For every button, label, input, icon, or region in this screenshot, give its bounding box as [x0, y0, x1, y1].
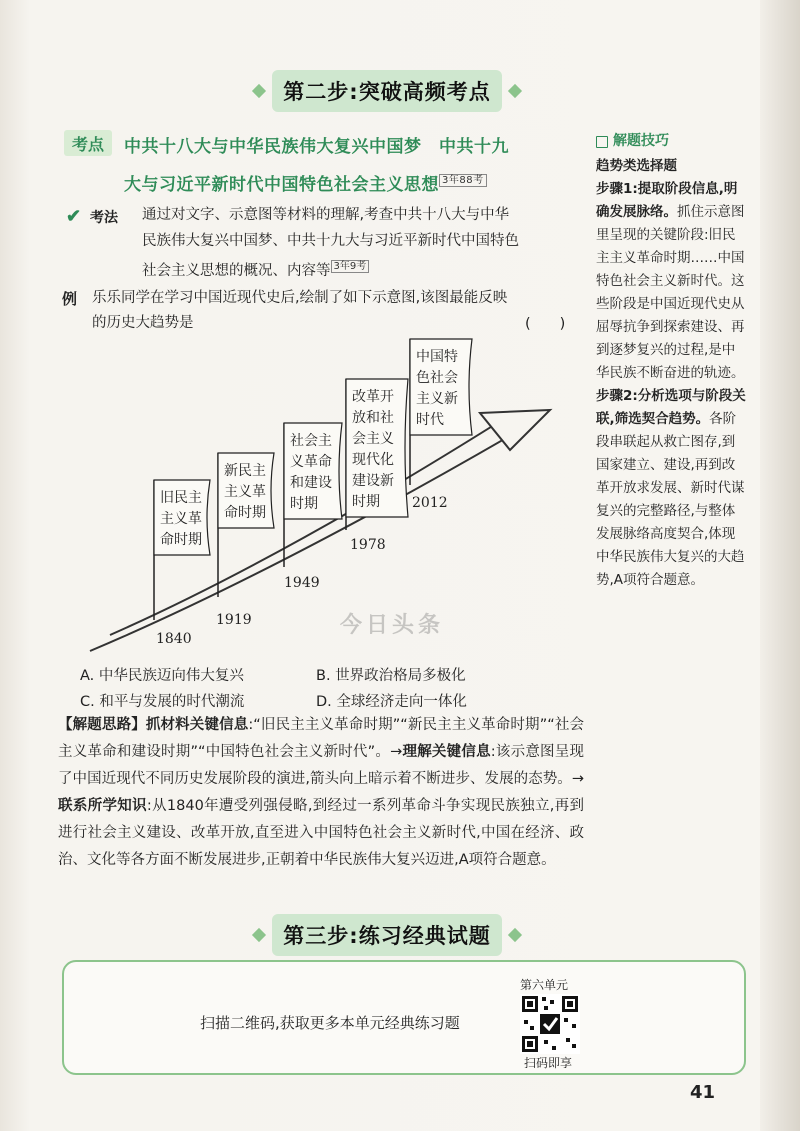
- qr-description: 扫描二维码,获取更多本单元经典练习题: [200, 1014, 460, 1032]
- stage-flag-text: 主义革: [160, 511, 202, 527]
- analysis-text2: :该示意图呈现了中国近现代不同历史发展阶段的演进,箭头向上暗示着不断进步、发展的态势。→: [58, 744, 585, 787]
- qr-code-icon[interactable]: [520, 994, 580, 1054]
- stage-flag-text: 建设新: [352, 473, 394, 489]
- kaofa-label-row: [66, 206, 118, 227]
- option-a[interactable]: A. 中华民族迈向伟大复兴: [80, 668, 244, 684]
- example-line2: 的历史大趋势是: [92, 315, 194, 331]
- kaodian-tag: 考点: [64, 130, 112, 156]
- analysis-text3: :从1840年遭受列强侵略,到经过一系列革命斗争实现民族独立,再到进行社会主义建设、改革开放,直至进入中国特色社会主义新时代,中国在经济、政治、文化等各方面不断发展进步,正朝着中华民族伟大复兴迈进,A项符合题意。: [58, 798, 584, 868]
- arrow-head: [480, 410, 550, 450]
- stage-year-label: 1840: [156, 631, 192, 647]
- option-d[interactable]: D. 全球经济走向一体化: [316, 694, 467, 710]
- stage-flag-text: 改革开: [352, 389, 394, 405]
- tips-step2-text: 各阶段串联起从救亡图存,到国家建立、建设,再到改革开放求发展、新时代谋复兴的完整路径,与整体发展脉络高度契合,体现中华民族伟大复兴的大趋势,A项符合题意。: [596, 411, 745, 588]
- book-icon: [596, 136, 608, 148]
- step3-title: 第三步:练习经典试题: [283, 924, 491, 948]
- kaofa-text: [142, 202, 562, 284]
- answer-paren: ( ): [525, 316, 566, 332]
- kaodian-line1: 中共十八大与中华民族伟大复兴中国梦 中共十九: [124, 137, 509, 157]
- analysis-key3: 联系所学知识: [58, 798, 147, 814]
- kaodian-badge: 3年88考: [439, 174, 487, 187]
- kaofa-line1: 通过对文字、示意图等材料的理解,考查中共十八大与中华: [142, 207, 510, 223]
- analysis-head: 【解题思路】: [58, 717, 146, 733]
- page-edge: [760, 0, 800, 1131]
- example-line1: 乐乐同学在学习中国近现代史后,绘制了如下示意图,该图最能反映: [92, 290, 508, 306]
- tips-step2: [596, 385, 746, 592]
- tips-subtitle: 趋势类选择题: [596, 158, 677, 174]
- option-b[interactable]: B. 世界政治格局多极化: [316, 668, 466, 684]
- stage-flag-text: 时代: [416, 412, 444, 428]
- stage-flag-text: 会主义: [352, 431, 394, 447]
- stage-flag-text: 义革命: [290, 454, 332, 470]
- analysis-key1: 抓材料关键信息: [145, 717, 249, 733]
- step2-title: 第二步:突破高频考点: [283, 80, 491, 104]
- kaodian-line2-text: 大与习近平新时代中国特色社会主义思想: [124, 175, 439, 195]
- tips-title-row: [596, 130, 746, 153]
- stage-flag-text: 命时期: [160, 532, 202, 548]
- stage-flag-text: 放和社: [352, 410, 394, 426]
- stage-flag-text: 新民主: [224, 463, 266, 479]
- kaofa-badge: 3年9考: [331, 260, 370, 273]
- stage-flag-text: 时期: [352, 494, 380, 510]
- tips-step2-head: 步骤2:分析选项与阶段关联,筛选契合趋势。: [596, 388, 746, 427]
- stage-flag-text: 社会主: [290, 433, 332, 449]
- step2-header: [272, 70, 502, 112]
- analysis-text1: :“旧民主主义革命时期”“新民主主义革命时期”“社会主义革命和建设时期”“中国特色社会主义新时代”。→: [58, 717, 585, 760]
- stage-flag-text: 现代化: [352, 452, 394, 468]
- qr-sub-label: 扫码即享: [524, 1056, 573, 1070]
- kaofa-line3: [142, 254, 562, 284]
- qr-unit-label: 第六单元: [520, 978, 569, 992]
- stage-flag-text: 命时期: [224, 505, 266, 521]
- kaofa-label: 考法: [90, 209, 118, 226]
- step3-header: [272, 914, 502, 956]
- stage-year-label: 1949: [284, 575, 320, 591]
- history-stage-diagram: [70, 335, 590, 655]
- stage-flag-text: 主义革: [224, 484, 266, 500]
- tips-title: 解题技巧: [613, 133, 669, 149]
- stage-flag-text: 旧民主: [160, 490, 202, 506]
- kaodian-line2: [124, 170, 487, 195]
- kaofa-line3-text: 社会主义思想的概况、内容等: [142, 262, 331, 279]
- kaofa-line2: 民族伟大复兴中国梦、中共十九大与习近平新时代中国特色: [142, 233, 519, 249]
- example-label: 例: [62, 290, 78, 308]
- stage-flag-text: 色社会: [416, 370, 458, 386]
- analysis-key2: 理解关键信息: [402, 744, 491, 760]
- stage-flag-text: 主义新: [416, 391, 458, 407]
- example-text: [92, 286, 572, 336]
- stage-year-label: 2012: [412, 495, 448, 511]
- tips-sidebar: [596, 130, 746, 592]
- watermark-text: 今日头条: [340, 613, 445, 638]
- stage-year-label: 1919: [216, 612, 252, 628]
- tips-step1: [596, 178, 746, 385]
- stage-flag-text: 和建设: [290, 475, 332, 491]
- stage-flag-text: 时期: [290, 496, 318, 512]
- check-icon: ✔: [66, 206, 82, 227]
- stage-flag-text: 中国特: [416, 349, 458, 365]
- page-number: 41: [690, 1082, 716, 1103]
- option-c[interactable]: C. 和平与发展的时代潮流: [80, 694, 245, 710]
- stage-year-label: 1978: [350, 537, 386, 553]
- analysis-paragraph: [58, 712, 584, 874]
- tips-step1-text: 抓住示意图里呈现的关键阶段:旧民主主义革命时期……中国特色社会主义新时代。这些阶段是中国近现代史从屈辱抗争到探索建设、再到逐梦复兴的过程,是中华民族不断奋进的轨迹。: [596, 204, 745, 381]
- tips-step1-head: 步骤1:提取阶段信息,明确发展脉络。: [596, 181, 738, 220]
